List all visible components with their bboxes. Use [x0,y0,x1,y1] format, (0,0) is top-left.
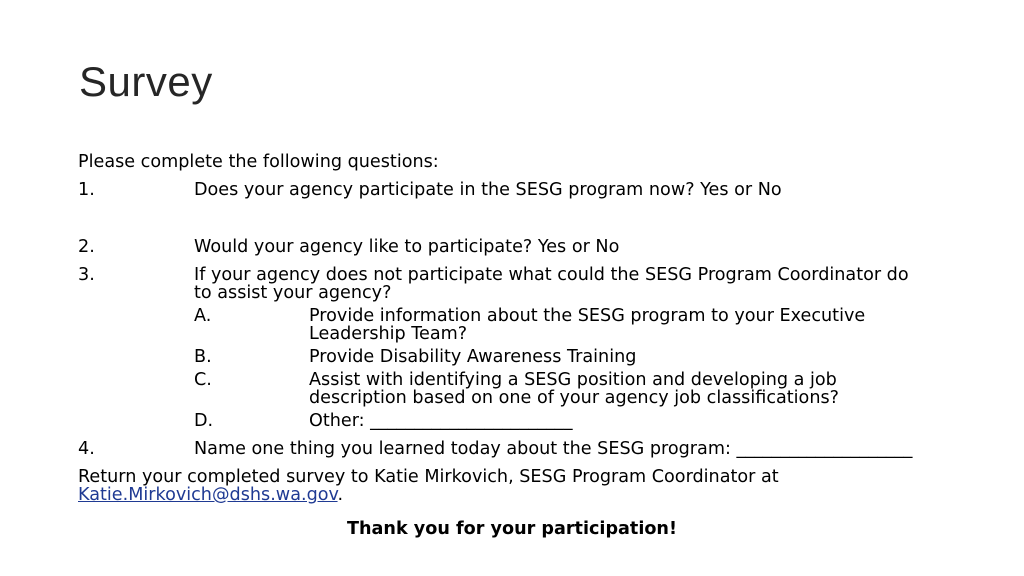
option-text: Provide information about the SESG program to your Executive Leadership Team? [309,306,866,344]
survey-body [78,153,958,538]
option-text: Other: _______________________ [309,411,573,431]
question-text: Would your agency like to participate? Yes or No [194,237,620,257]
question-number: 3. [78,265,95,285]
period-text: . [337,485,344,505]
question-number: 2. [78,237,95,257]
question-text: If your agency does not participate what could the SESG Program Coordinator do to assist your agency? [194,265,909,303]
option-c [194,371,958,407]
option-letter: A. [194,306,212,326]
question-1 [78,181,958,199]
intro-text: Please complete the following questions: [78,152,439,172]
option-d [194,412,958,430]
return-text: Return your completed survey to Katie Mirkovich, SESG Program Coordinator at [78,467,779,487]
question-3 [78,266,958,302]
option-text: Assist with identifying a SESG position and developing a job description based on one of your agency job classifications? [309,370,839,408]
question-text: Does your agency participate in the SESG program now? Yes or No [194,180,782,200]
question-2 [78,238,958,256]
option-text: Provide Disability Awareness Training [309,347,637,367]
return-instructions [78,468,958,504]
option-letter: C. [194,370,212,390]
email-link[interactable]: Katie.Mirkovich@dshs.wa.gov [78,485,338,505]
option-letter: B. [194,347,212,367]
option-a [194,307,958,343]
option-b [194,348,958,366]
option-letter: D. [194,411,214,431]
question-number: 1. [78,180,95,200]
slide-title: Survey [79,58,213,105]
question-4 [78,440,958,458]
question-text: Name one thing you learned today about the SESG program: ____________________ [194,439,913,459]
question-number: 4. [78,439,95,459]
thank-you-text: Thank you for your participation! [347,519,677,539]
